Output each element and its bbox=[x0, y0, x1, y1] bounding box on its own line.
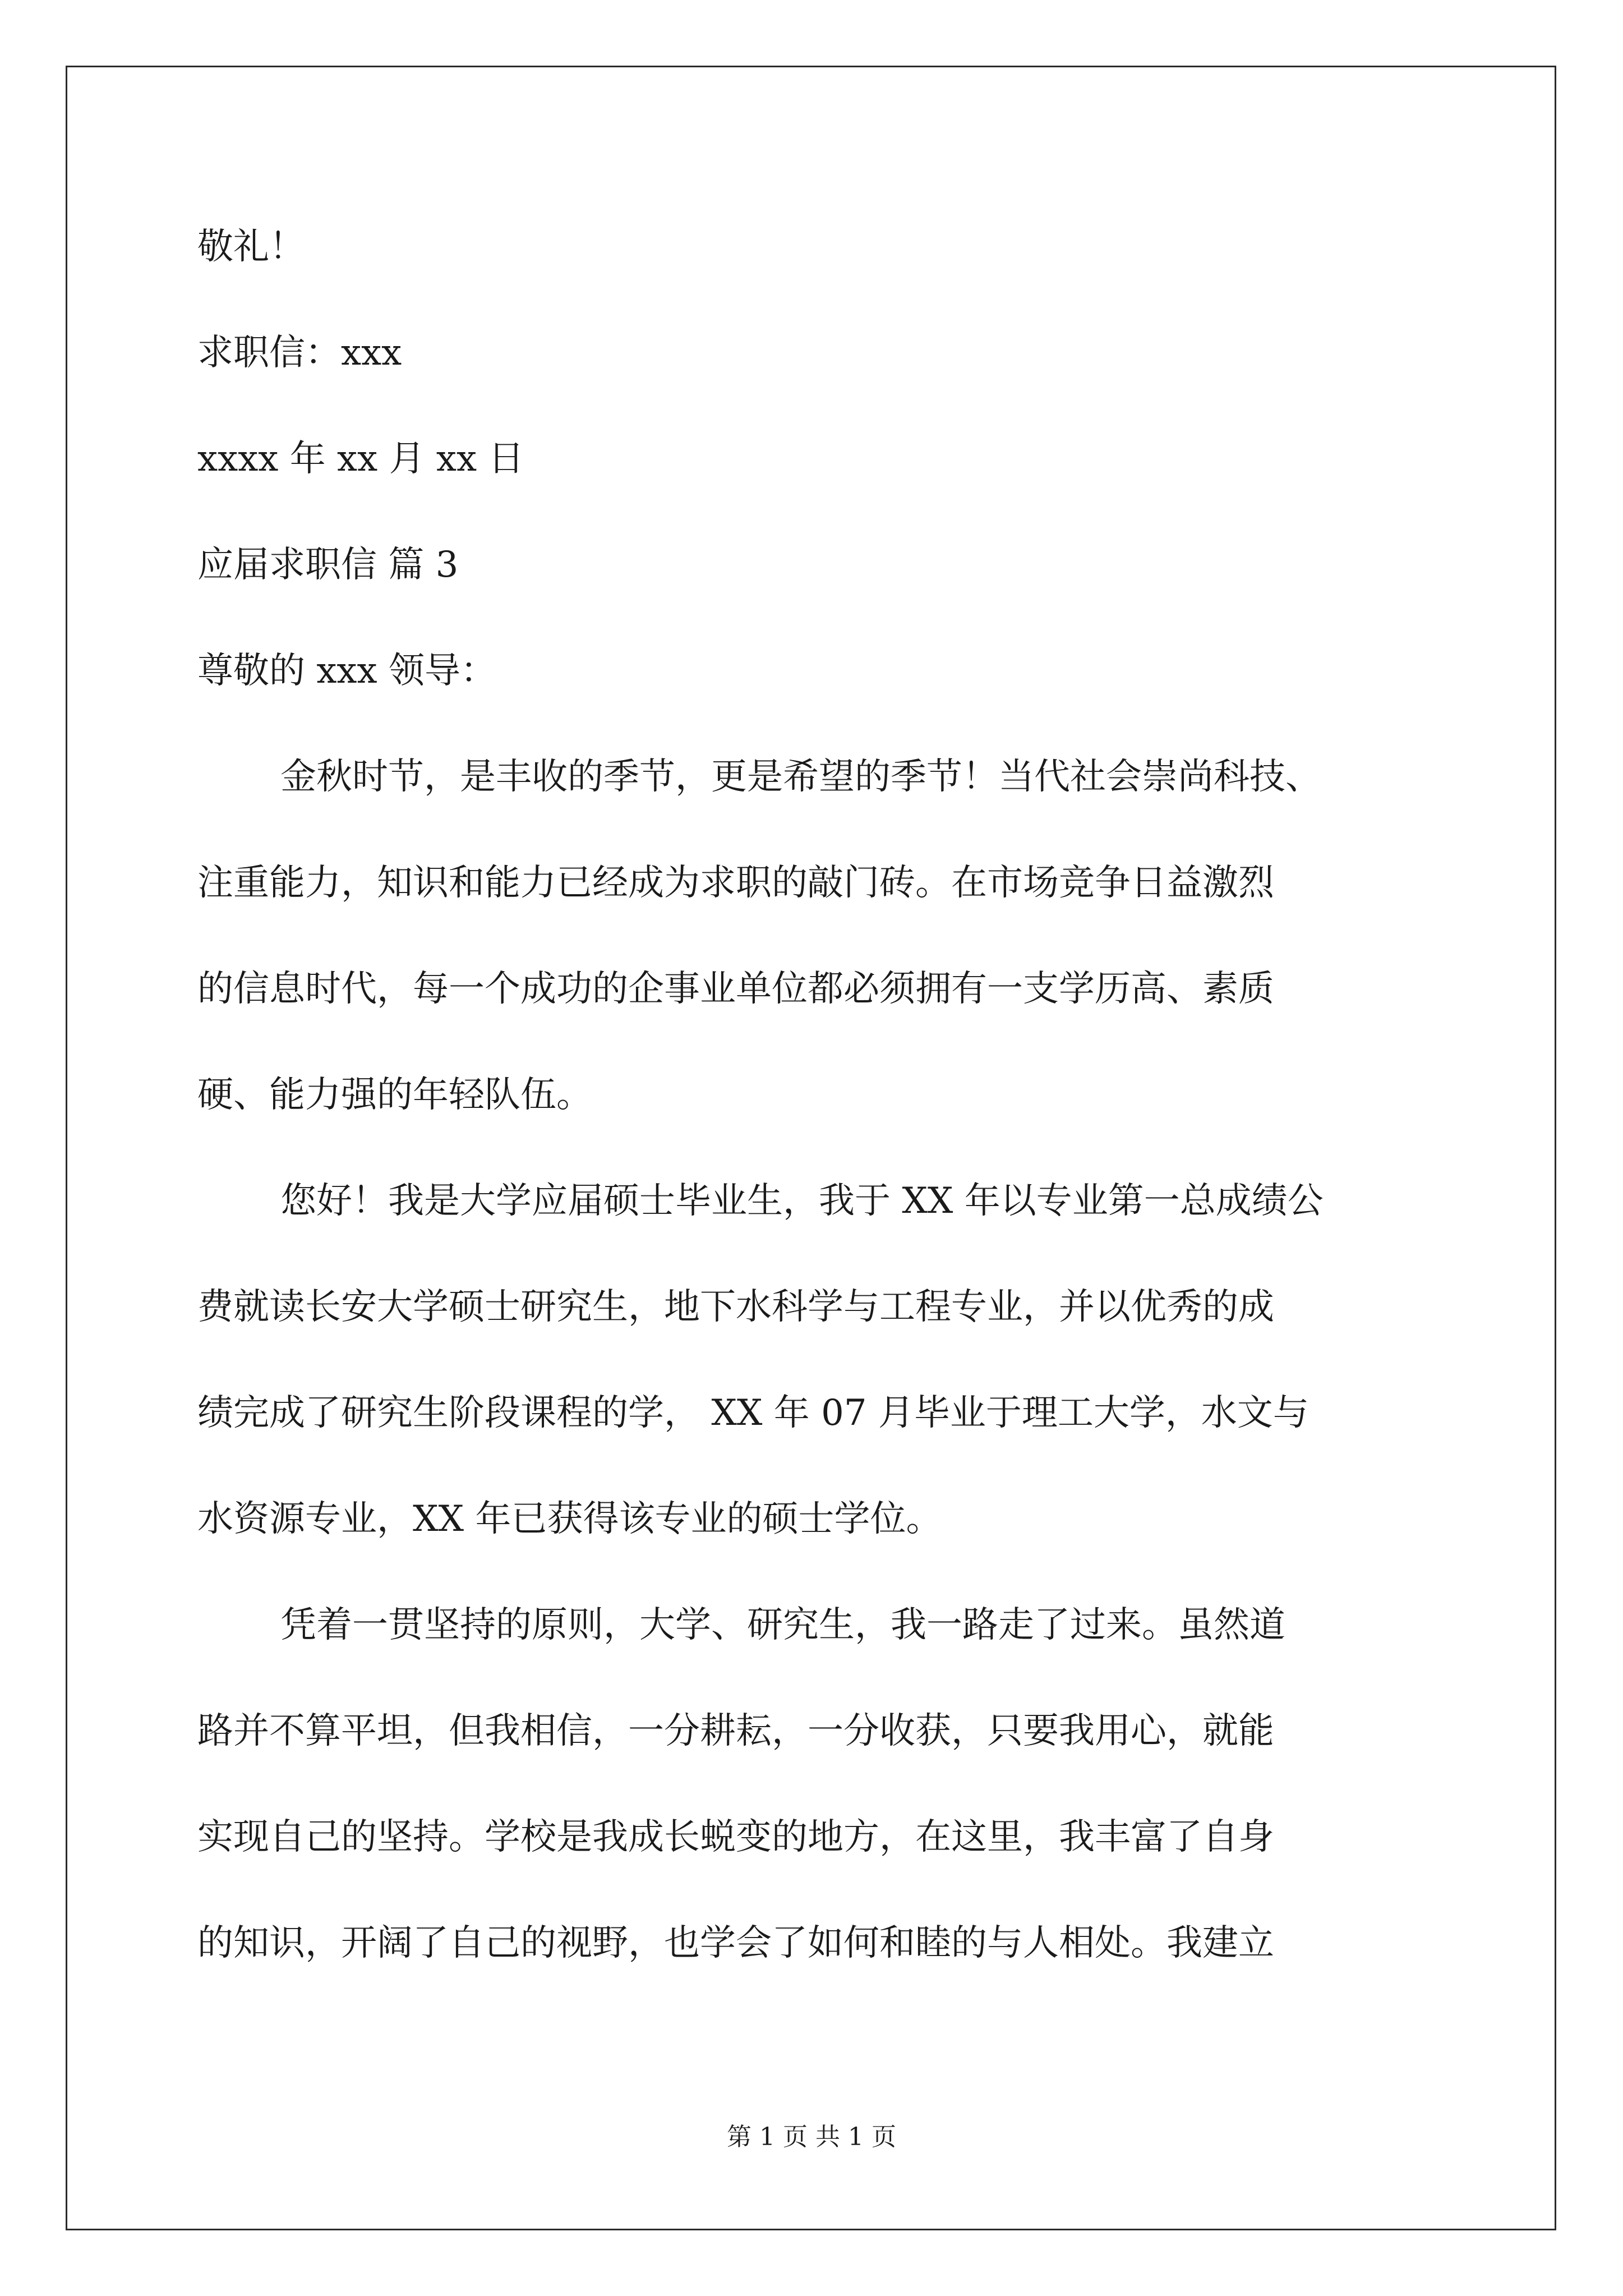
paragraph-line: 路并不算平坦，但我相信，一分耕耘，一分收获，只要我用心，就能 bbox=[197, 1710, 1274, 1752]
paragraph-line: 的信息时代，每一个成功的企事业单位都必须拥有一支学历高、素质 bbox=[197, 968, 1274, 1010]
paragraph bbox=[197, 1174, 1431, 1546]
paragraph-line: 您好！我是大学应届硕士毕业生，我于 XX 年以专业第一总成绩公 bbox=[280, 1180, 1324, 1222]
section-title: 应届求职信 篇 3 bbox=[197, 544, 459, 586]
paragraph-line: 费就读长安大学硕士研究生，地下水科学与工程专业，并以优秀的成 bbox=[197, 1286, 1274, 1328]
page-footer: 第 1 页 共 1 页 bbox=[727, 2123, 896, 2151]
paragraph-line: 硬、能力强的年轻队伍。 bbox=[197, 1074, 592, 1116]
paragraph-line: 凭着一贯坚持的原则，大学、研究生，我一路走了过来。虽然道 bbox=[280, 1604, 1285, 1646]
paragraph bbox=[197, 750, 1431, 1122]
date-line: xxxx 年 xx 月 xx 日 bbox=[197, 438, 524, 480]
signature-line: 求职信：xxx bbox=[197, 332, 402, 374]
paragraph-line: 水资源专业，XX 年已获得该专业的硕士学位。 bbox=[197, 1498, 942, 1540]
paragraph-line: 实现自己的坚持。学校是我成长蜕变的地方，在这里，我丰富了自身 bbox=[197, 1816, 1274, 1858]
closing-line: 敬礼！ bbox=[197, 226, 305, 268]
paragraph bbox=[197, 1598, 1431, 1970]
letter-body bbox=[197, 220, 1431, 2022]
paragraph-line: 金秋时节，是丰收的季节，更是希望的季节！当代社会崇尚科技、 bbox=[280, 756, 1321, 798]
paragraph-line: 注重能力，知识和能力已经成为求职的敲门砖。在市场竞争日益激烈 bbox=[197, 862, 1274, 904]
header-block bbox=[197, 220, 1431, 698]
paragraph-line: 绩完成了研究生阶段课程的学， XX 年 07 月毕业于理工大学，水文与 bbox=[197, 1392, 1309, 1434]
paragraph-line: 的知识，开阔了自己的视野，也学会了如何和睦的与人相处。我建立 bbox=[197, 1922, 1274, 1964]
salutation-line: 尊敬的 xxx 领导： bbox=[197, 650, 496, 692]
